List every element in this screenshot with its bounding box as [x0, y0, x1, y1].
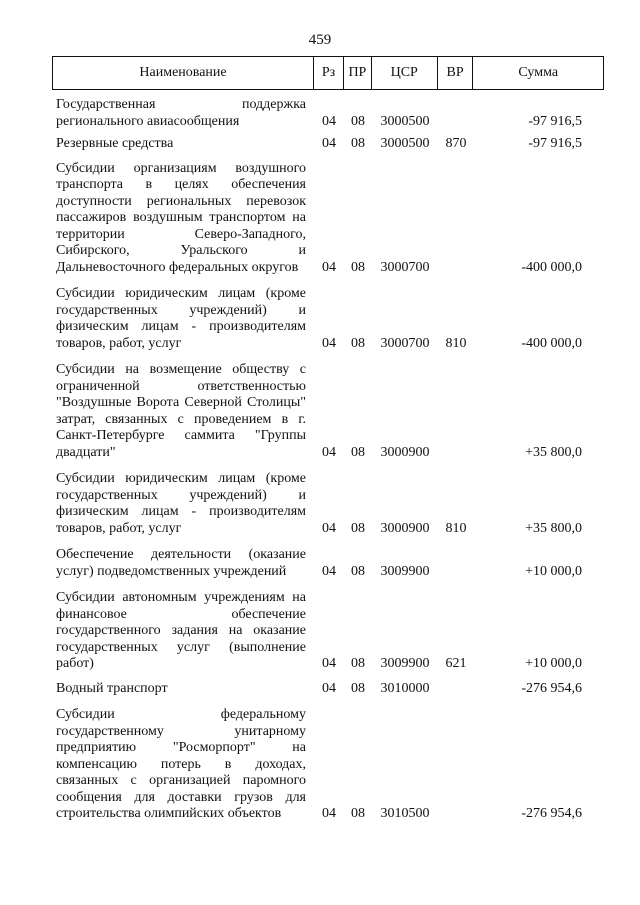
header-sum: Сумма: [518, 65, 559, 80]
row-sum: -276 954,6: [521, 680, 582, 696]
row-rz: 04: [322, 520, 336, 536]
row-vr: 621: [445, 656, 467, 671]
header-name: Наименование: [53, 57, 314, 89]
row-rz: 04: [322, 656, 336, 671]
row-name: Обеспечение деятельности (оказание услуг) подведомственных учреждений: [56, 547, 306, 579]
row-sum: -400 000,0: [521, 335, 582, 351]
row-name: Субсидии юридическим лицам (кроме государственных учреждений) и физическим лицам - производителям товаров, работ, услуг: [56, 471, 306, 536]
row-rz: 04: [322, 113, 336, 129]
header-csr: ЦСР: [372, 57, 438, 89]
table-row: [52, 286, 604, 352]
row-vr: 870: [445, 136, 467, 151]
row-csr: 3000700: [380, 259, 430, 275]
row-pr: 08: [351, 563, 365, 579]
row-rz: 04: [322, 259, 336, 275]
row-sum: +10 000,0: [525, 563, 582, 579]
row-sum: -276 954,6: [521, 806, 582, 821]
row-pr: 08: [351, 806, 365, 821]
row-csr: 3009900: [380, 563, 430, 579]
row-name: Государственная поддержка регионального авиасообщения: [56, 97, 306, 129]
header-rz: Рз: [314, 57, 344, 89]
row-pr: 08: [351, 113, 365, 129]
row-rz: 04: [322, 444, 336, 460]
row-pr: 08: [351, 136, 365, 151]
row-csr: 3010000: [380, 680, 430, 696]
row-vr: 810: [445, 520, 467, 536]
row-vr: 810: [445, 335, 467, 351]
budget-table: [52, 56, 604, 823]
row-sum: -97 916,5: [528, 113, 582, 129]
row-pr: 08: [351, 444, 365, 460]
row-csr: 3009900: [380, 656, 430, 671]
row-csr: 3000700: [380, 335, 430, 351]
row-csr: 3000500: [380, 113, 430, 129]
row-rz: 04: [322, 563, 336, 579]
row-csr: 3000900: [380, 444, 430, 460]
page-number: 459: [308, 32, 332, 48]
row-name: Субсидии автономным учреждениям на финансовое обеспечение государственного задания на оказание государственных услуг (выполнение работ): [56, 590, 306, 671]
row-sum: -97 916,5: [528, 136, 582, 151]
row-csr: 3010500: [380, 806, 430, 821]
table-row: [52, 590, 604, 673]
row-rz: 04: [322, 806, 336, 821]
row-sum: +35 800,0: [525, 444, 582, 460]
table-header: [52, 56, 604, 90]
row-pr: 08: [351, 259, 365, 275]
table-row: [52, 97, 604, 130]
row-name: Субсидии юридическим лицам (кроме государственных учреждений) и физическим лицам - производителям товаров, работ, услуг: [56, 286, 306, 351]
row-csr: 3000900: [380, 520, 430, 536]
table-row: [52, 136, 604, 153]
row-name: Водный транспорт: [56, 680, 168, 696]
table-row: [52, 707, 604, 823]
row-pr: 08: [351, 335, 365, 351]
row-name: Резервные средства: [56, 136, 174, 151]
row-csr: 3000500: [380, 136, 430, 151]
row-sum: +10 000,0: [525, 656, 582, 671]
row-rz: 04: [322, 335, 336, 351]
table-row: [52, 471, 604, 537]
row-sum: +35 800,0: [525, 520, 582, 536]
table-row: [52, 362, 604, 461]
row-pr: 08: [351, 520, 365, 536]
table-row: [52, 547, 604, 580]
table-row: [52, 681, 604, 698]
header-vr: ВР: [438, 57, 474, 89]
table-body: [52, 90, 604, 823]
row-pr: 08: [351, 656, 365, 671]
row-sum: -400 000,0: [521, 259, 582, 275]
row-pr: 08: [351, 680, 365, 696]
header-pr: ПР: [344, 57, 372, 89]
row-rz: 04: [322, 136, 336, 151]
row-name: Субсидии на возмещение обществу с ограниченной ответственностью "Воздушные Ворота Северной Столицы" затрат, связанных с проведением в г. Санкт-Петербурге саммита "Группы двадцати": [56, 362, 306, 460]
row-name: Субсидии федеральному государственному унитарному предприятию "Росморпорт" на компенсацию потерь в доходах, связанных с организацией паромного сообщения для доставки грузов для строительства олимпийских объектов: [56, 707, 306, 821]
row-name: Субсидии организациям воздушного транспорта в целях обеспечения доступности региональных перевозок пассажиров воздушным транспортом на территории Северо-Западного, Сибирского, Уральского и Дальневосточного федеральных округов: [56, 160, 306, 275]
row-rz: 04: [322, 680, 336, 696]
table-row: [52, 161, 604, 277]
